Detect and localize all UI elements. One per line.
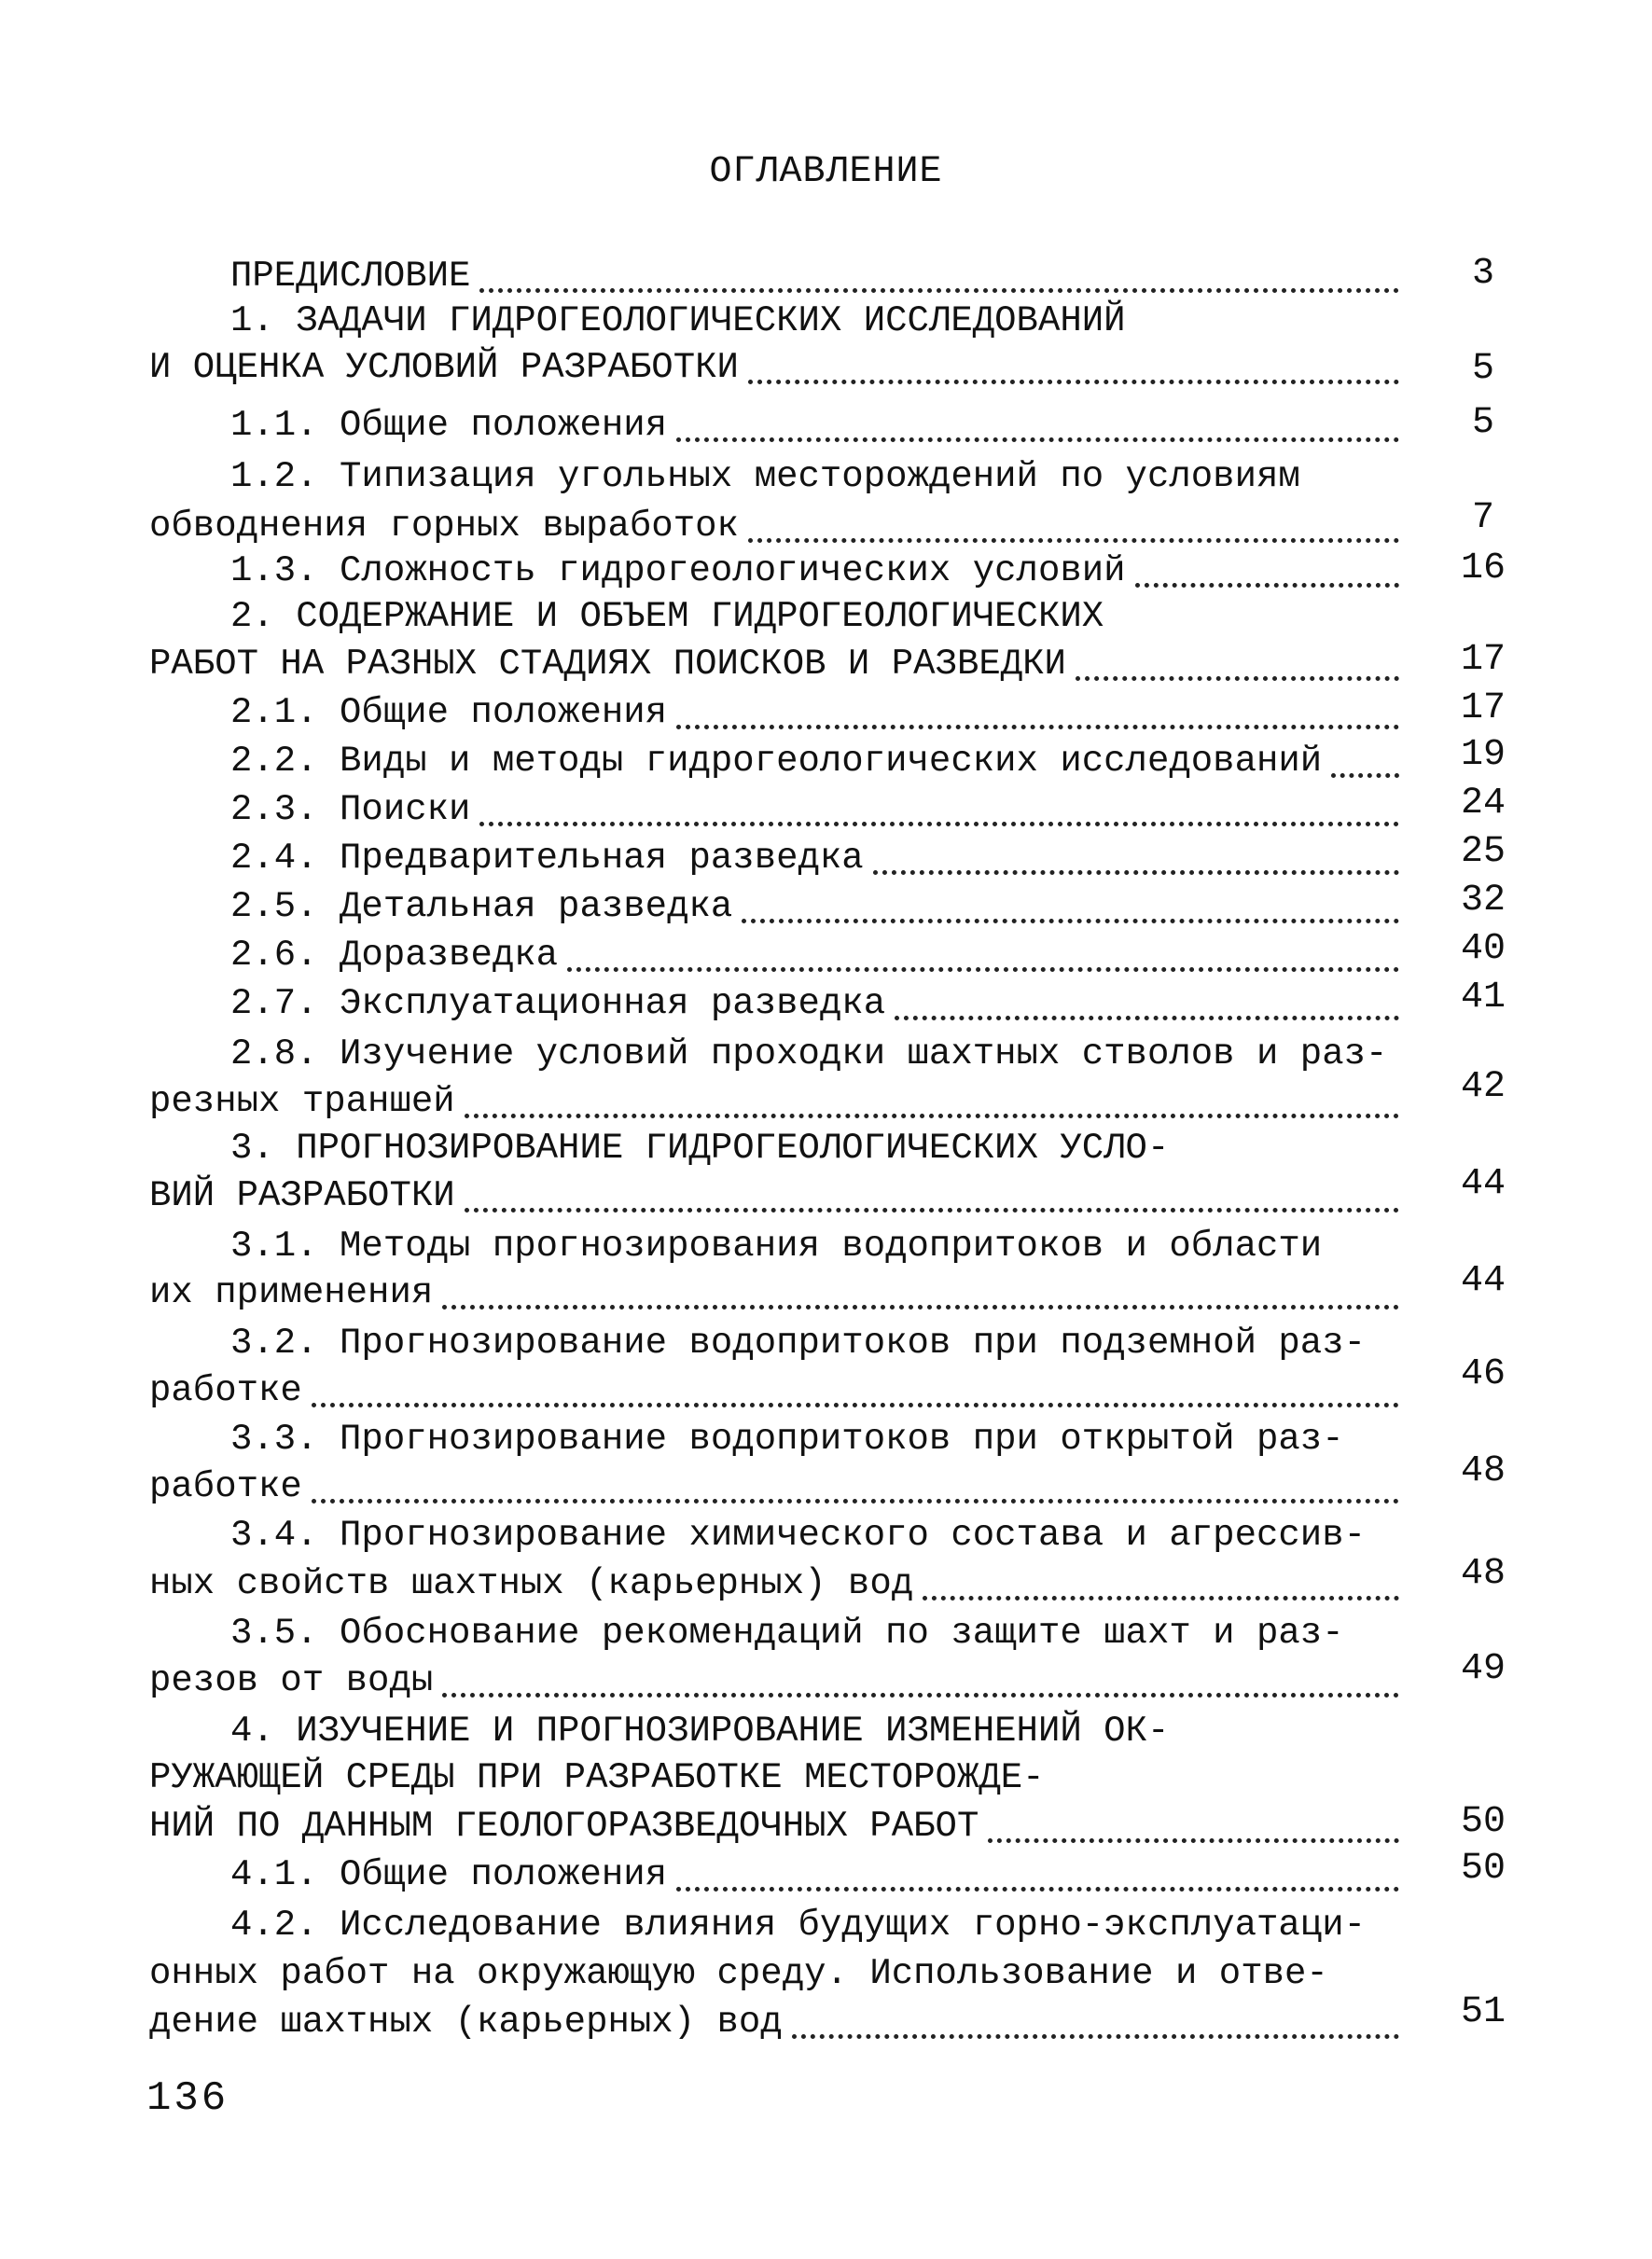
toc-entry-line (149, 502, 1407, 550)
toc-entry-text: ных свойств шахтных (карьерных) вод (149, 1563, 914, 1604)
toc-entry-line (230, 547, 1407, 595)
toc-entry-line (149, 343, 1407, 392)
toc-entry-text: 2.4. Предварительная разведка (230, 838, 864, 879)
toc-page-number: 50 (1460, 1801, 1506, 1843)
toc-page-number: 46 (1460, 1353, 1506, 1395)
toc-entry-line (149, 1753, 1407, 1802)
toc-entry-text: 3.4. Прогнозирование химического состава и агрессив- (230, 1515, 1366, 1556)
toc-entry-text: 2.7. Эксплуатационная разведка (230, 983, 886, 1024)
toc-entry-text: 3.5. Обоснование рекомендаций по защите шахт и раз- (230, 1613, 1344, 1654)
dot-leader (895, 1006, 1399, 1020)
dot-leader (923, 1587, 1399, 1601)
toc-entry-line (230, 401, 1407, 450)
dot-leader (1135, 574, 1399, 588)
dot-leader (742, 909, 1399, 923)
dot-leader (676, 428, 1399, 442)
toc-entry-line (230, 1850, 1407, 1899)
toc-entry-text: дение шахтных (карьерных) вод (149, 2002, 783, 2043)
toc-entry-text: РАБОТ НА РАЗНЫХ СТАДИЯХ ПОИСКОВ И РАЗВЕДКИ (149, 644, 1066, 685)
toc-entry-line (149, 1656, 1407, 1705)
toc-entry-text: 3. ПРОГНОЗИРОВАНИЕ ГИДРОГЕОЛОГИЧЕСКИХ УСЛО- (230, 1128, 1170, 1169)
toc-entry-line (230, 1222, 1407, 1270)
toc-page-number: 49 (1460, 1648, 1506, 1690)
dot-leader (676, 715, 1399, 729)
toc-entry-line (230, 688, 1407, 737)
toc-entry-line (149, 1559, 1407, 1608)
toc-entry-text: их применения (149, 1272, 434, 1313)
toc-entry-text: 2.2. Виды и методы гидрогеологических исследований (230, 741, 1323, 782)
toc-entry-line (149, 1949, 1407, 1998)
dot-leader (465, 1199, 1399, 1213)
toc-entry-line (149, 1366, 1407, 1415)
toc-entry-line (230, 1707, 1407, 1755)
toc-page-number: 32 (1460, 880, 1506, 922)
toc-entry-text: РУЖАЮЩЕЙ СРЕДЫ ПРИ РАЗРАБОТКЕ МЕСТОРОЖДЕ- (149, 1757, 1045, 1798)
toc-entry-line (230, 1124, 1407, 1172)
toc-entry-text: И ОЦЕНКА УСЛОВИЙ РАЗРАБОТКИ (149, 347, 739, 388)
toc-entry-line (230, 1415, 1407, 1463)
toc-page-number: 16 (1460, 547, 1506, 589)
toc-entry-text: резов от воды (149, 1660, 434, 1701)
dot-leader (748, 529, 1399, 543)
toc-entry-line (149, 1171, 1407, 1220)
toc-page-number: 44 (1460, 1260, 1506, 1302)
dot-leader (567, 958, 1399, 972)
toc-page-number: 3 (1471, 253, 1494, 295)
toc-entry-text: 1.2. Типизация угольных месторождений по условиям (230, 456, 1300, 497)
toc-entry-line (230, 931, 1407, 979)
dot-leader (873, 861, 1399, 875)
toc-page-number: 44 (1460, 1163, 1506, 1205)
toc-entry-text: ПРЕДИСЛОВИЕ (230, 256, 471, 297)
toc-entry-line (149, 1802, 1407, 1850)
toc-entry-line (230, 737, 1407, 785)
toc-entry-text: 4.2. Исследование влияния будущих горно-эксплуатаци- (230, 1905, 1366, 1946)
toc-entry-line (149, 1268, 1407, 1317)
toc-page-number: 50 (1460, 1848, 1506, 1890)
toc-entry-text: 2.5. Детальная разведка (230, 886, 733, 927)
toc-entry-text: обводнения горных выработок (149, 506, 739, 547)
dot-leader (312, 1490, 1399, 1504)
dot-leader (988, 1829, 1399, 1843)
toc-page-number: 5 (1471, 348, 1494, 390)
toc-entry-text: 3.2. Прогнозирование водопритоков при подземной раз- (230, 1323, 1366, 1364)
toc-page-number: 48 (1460, 1450, 1506, 1492)
toc-entry-text: 2.8. Изучение условий проходки шахтных стволов и раз- (230, 1033, 1388, 1074)
toc-page-number: 19 (1460, 734, 1506, 776)
toc-entry-text: 3.3. Прогнозирование водопритоков при открытой раз- (230, 1419, 1344, 1460)
toc-entry-line (230, 297, 1407, 345)
toc-entry-text: НИЙ ПО ДАННЫМ ГЕОЛОГОРАЗВЕДОЧНЫХ РАБОТ (149, 1806, 979, 1847)
dot-leader (748, 370, 1399, 384)
dot-leader (312, 1393, 1399, 1407)
toc-entry-text: онных работ на окружающую среду. Использование и отве- (149, 1953, 1328, 1994)
toc-entry-text: 1. ЗАДАЧИ ГИДРОГЕОЛОГИЧЕСКИХ ИССЛЕДОВАНИЙ (230, 300, 1126, 341)
toc-entry-text: 2. СОДЕРЖАНИЕ И ОБЪЕМ ГИДРОГЕОЛОГИЧЕСКИХ (230, 596, 1104, 637)
dot-leader (1076, 667, 1399, 681)
toc-entry-line (230, 1901, 1407, 1949)
toc-entry-text: 2.3. Поиски (230, 789, 471, 830)
page-folio: 136 (146, 2075, 229, 2122)
toc-entry-text: 3.1. Методы прогнозирования водопритоков и области (230, 1226, 1323, 1267)
toc-entry-line (149, 1462, 1407, 1511)
dot-leader (792, 2025, 1399, 2039)
toc-entry-text: 2.1. Общие положения (230, 692, 668, 733)
toc-page-number: 17 (1460, 639, 1506, 681)
toc-entry-text: работке (149, 1466, 302, 1507)
toc-entry-line (149, 640, 1407, 688)
toc-entry-line (230, 252, 1407, 300)
dot-leader (442, 1296, 1399, 1310)
dot-leader (442, 1684, 1399, 1698)
toc-entry-text: 1.1. Общие положения (230, 405, 668, 446)
toc-entry-text: работке (149, 1370, 302, 1411)
toc-entry-line (230, 834, 1407, 882)
toc-entry-text: 4. ИЗУЧЕНИЕ И ПРОГНОЗИРОВАНИЕ ИЗМЕНЕНИЙ ОК- (230, 1711, 1170, 1752)
page-title: ОГЛАВЛЕНИЕ (709, 151, 943, 193)
dot-leader (479, 812, 1399, 826)
toc-entry-line (230, 882, 1407, 931)
toc-entry-line (230, 1511, 1407, 1559)
dot-leader (479, 279, 1399, 293)
toc-page-number: 42 (1460, 1066, 1506, 1108)
toc-page-number: 48 (1460, 1553, 1506, 1595)
toc-entry-line (230, 592, 1407, 641)
toc-entry-line (230, 785, 1407, 834)
dot-leader (1331, 764, 1399, 778)
toc-entry-text: 4.1. Общие положения (230, 1854, 668, 1895)
dot-leader (465, 1104, 1399, 1118)
toc-entry-line (230, 452, 1407, 501)
toc-entry-line (230, 979, 1407, 1028)
toc-page-number: 51 (1460, 1991, 1506, 2033)
toc-page-number: 24 (1460, 783, 1506, 825)
toc-page-number: 7 (1471, 497, 1494, 539)
toc-entry-line (149, 1077, 1407, 1126)
dot-leader (676, 1878, 1399, 1892)
toc-entry-text: ВИЙ РАЗРАБОТКИ (149, 1175, 455, 1216)
toc-entry-line (230, 1319, 1407, 1367)
toc-entry-line (230, 1609, 1407, 1657)
toc-entry-line (149, 1998, 1407, 2046)
toc-entry-line (230, 1030, 1407, 1078)
toc-page-number: 40 (1460, 928, 1506, 970)
toc-page-number: 25 (1460, 831, 1506, 873)
toc-entry-text: 1.3. Сложность гидрогеологических условий (230, 550, 1126, 591)
toc-entry-text: 2.6. Доразведка (230, 935, 559, 976)
toc-page-number: 5 (1471, 402, 1494, 444)
toc-page-number: 17 (1460, 687, 1506, 729)
toc-entry-text: резных траншей (149, 1081, 455, 1122)
toc-page-number: 41 (1460, 977, 1506, 1019)
